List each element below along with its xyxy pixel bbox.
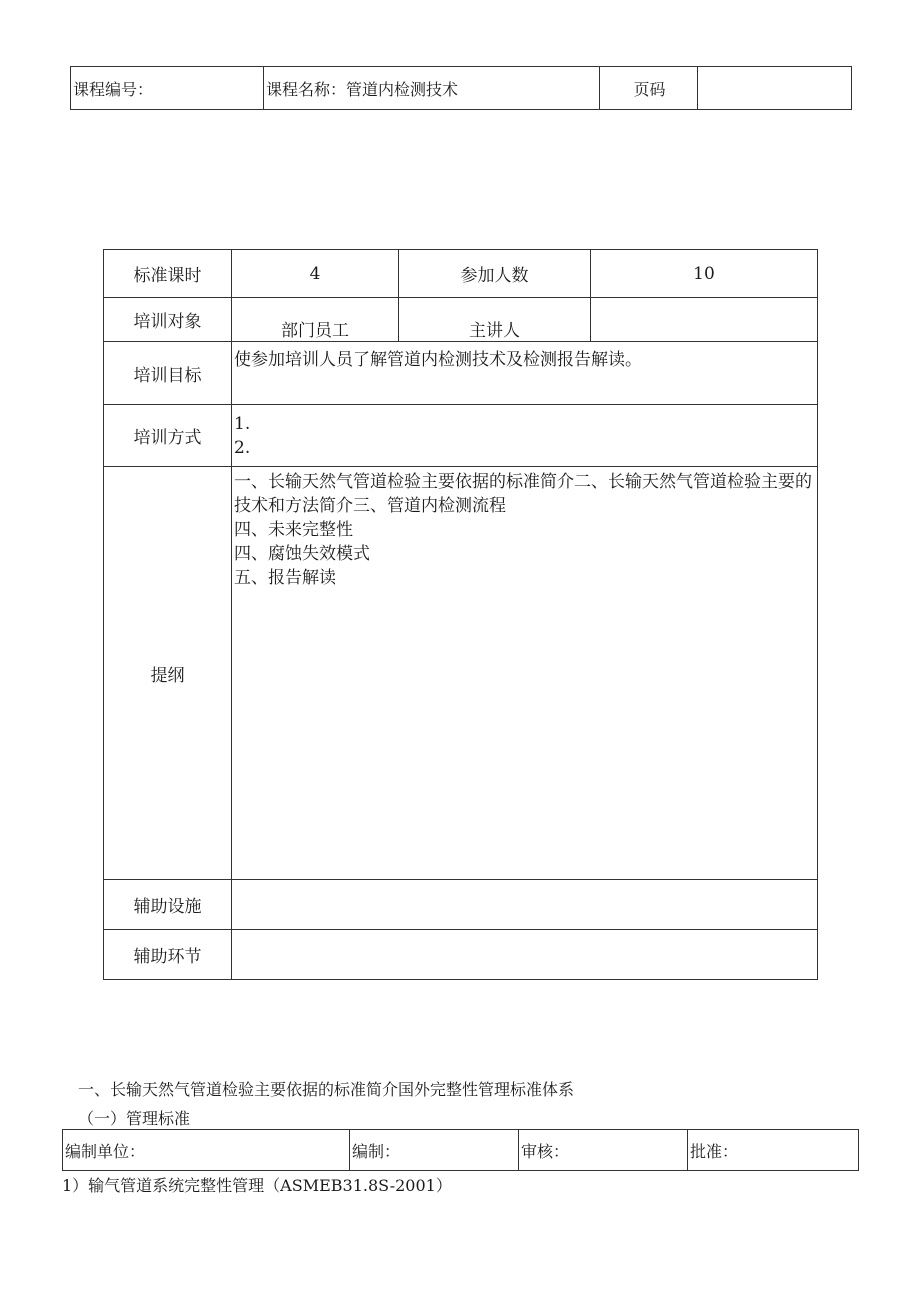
facilities-value (232, 880, 818, 930)
list-item: 1）输气管道系统完整性管理（ASMEB31.8S-2001） (62, 1176, 452, 1195)
course-name-cell: 课程名称：管道内检测技术 (264, 67, 600, 110)
hours-label: 标准课时 (104, 250, 232, 298)
approve-cell: 批准： (688, 1130, 859, 1171)
outline-line: 四、腐蚀失效模式 (234, 544, 370, 564)
target-label: 培训对象 (104, 298, 232, 342)
facilities-label: 辅助设施 (104, 880, 232, 930)
auxiliary-label: 辅助环节 (104, 930, 232, 980)
method-value (232, 405, 818, 467)
outline-line: 技术和方法简介三、管道内检测流程 (234, 496, 506, 516)
outline-value (232, 467, 818, 880)
header-table (70, 66, 852, 110)
outline-line: 四、未来完整性 (234, 520, 353, 540)
page-value-cell (698, 67, 852, 110)
outline-label: 提纲 (104, 467, 232, 880)
unit-cell: 编制单位： (63, 1130, 350, 1171)
method-item: 1. (234, 414, 251, 434)
lecturer-label: 主讲人 (399, 298, 591, 342)
editor-cell: 编制： (350, 1130, 519, 1171)
goal-value: 使参加培训人员了解管道内检测技术及检测报告解读。 (232, 342, 818, 405)
participants-label: 参加人数 (399, 250, 591, 298)
target-value: 部门员工 (232, 298, 399, 342)
auxiliary-value (232, 930, 818, 980)
subsection-heading: （一）管理标准 (78, 1109, 191, 1128)
review-cell: 审核： (519, 1130, 688, 1171)
goal-label: 培训目标 (104, 342, 232, 405)
section-heading: 一、长输天然气管道检验主要依据的标准简介国外完整性管理标准体系 (78, 1080, 575, 1099)
footer-sign-table (62, 1129, 859, 1171)
course-number-cell: 课程编号： (71, 67, 264, 110)
outline-line: 一、长输天然气管道检验主要依据的标准简介二、长输天然气管道检验主要的 (234, 472, 812, 492)
method-label: 培训方式 (104, 405, 232, 467)
method-item: 2. (234, 438, 251, 458)
lecturer-value (591, 298, 818, 342)
course-info-table (103, 249, 818, 980)
outline-line: 五、报告解读 (234, 568, 336, 588)
hours-value: 4 (232, 250, 399, 298)
page-label-cell: 页码 (600, 67, 698, 110)
participants-value: 10 (591, 250, 818, 298)
